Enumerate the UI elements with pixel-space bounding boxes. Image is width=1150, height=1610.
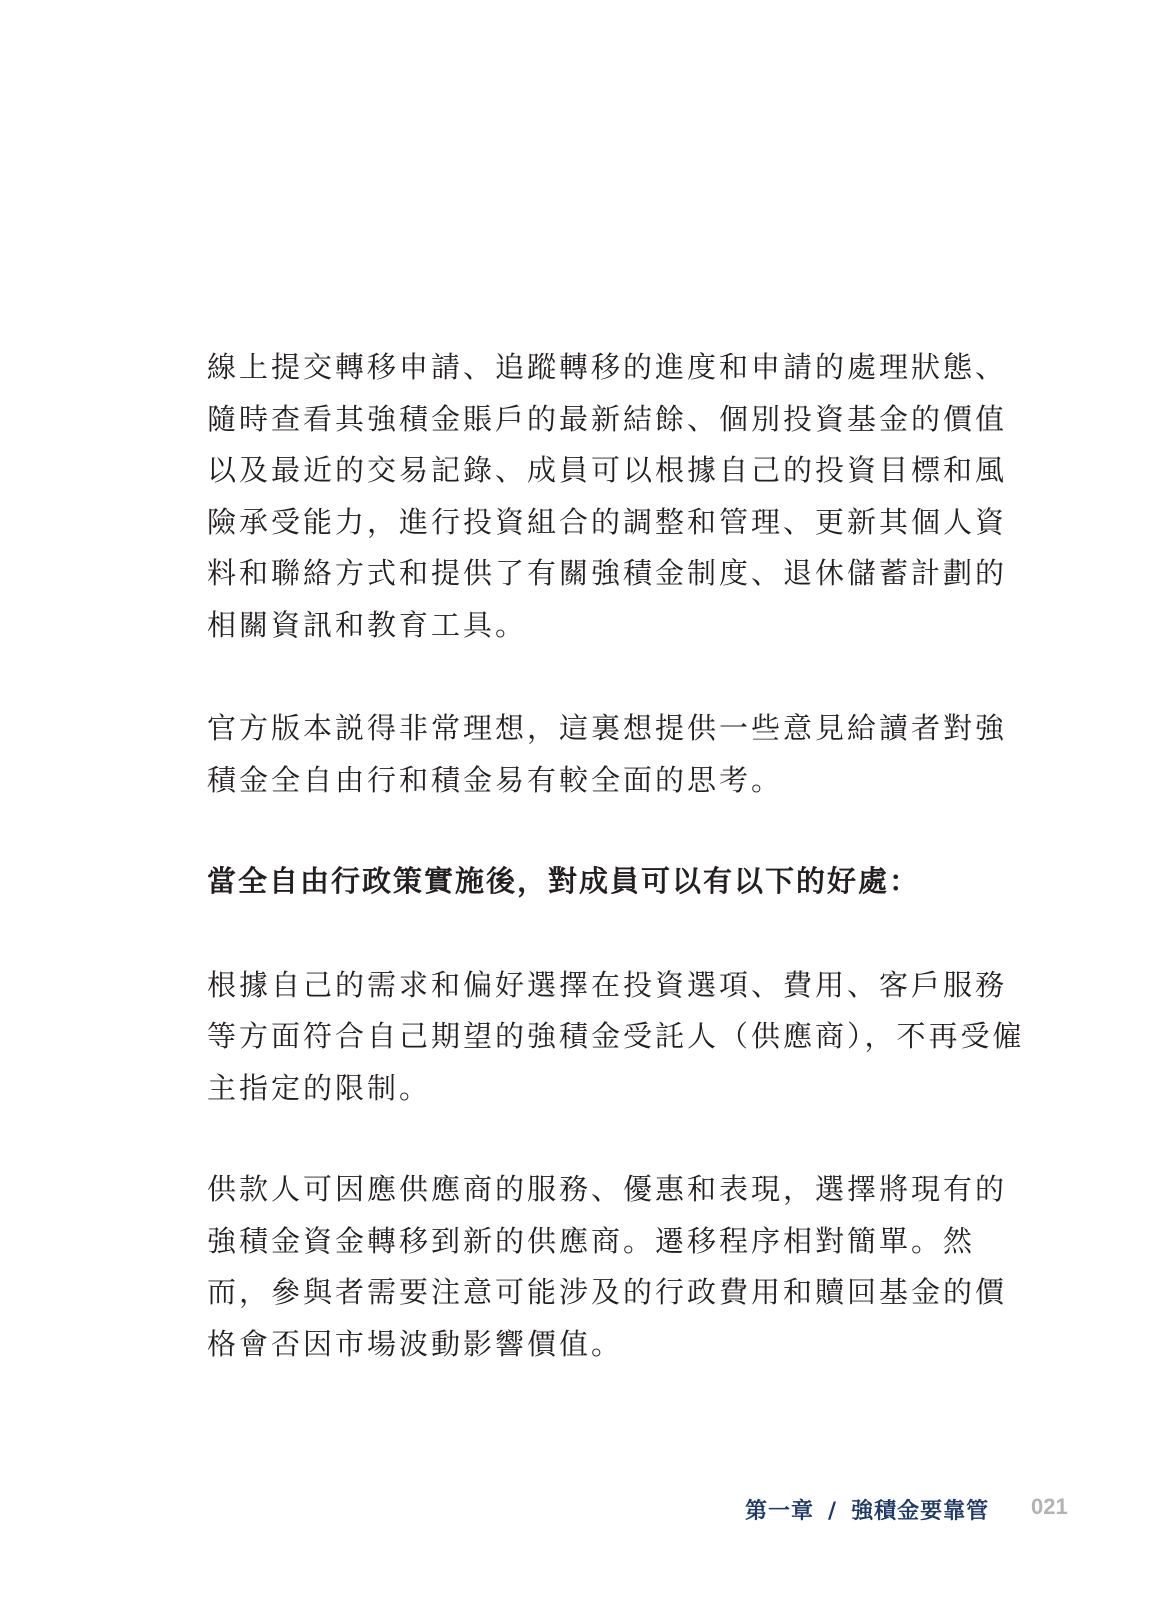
page-number: 021 (1031, 1494, 1068, 1519)
footer-separator: / (828, 1499, 838, 1524)
text-line: 以及最近的交易記錄、成員可以根據自己的投資目標和風 (207, 453, 1008, 487)
page-footer (0, 1494, 1150, 1534)
chapter-title: 強積金要靠管 (851, 1499, 990, 1524)
text-line: 險承受能力，進行投資組合的調整和管理、更新其個人資 (207, 504, 1008, 539)
paragraph-mpf-services (207, 342, 1017, 651)
text-line: 供款人可因應供應商的服務、優惠和表現，選擇將現有的 (207, 1172, 1008, 1206)
text-line: 積金全自由行和積金易有較全面的思考。 (207, 762, 784, 797)
text-line: 主指定的限制。 (207, 1070, 432, 1105)
paragraph-benefit-transfer (207, 1164, 1017, 1370)
text-line: 根據自己的需求和偏好選擇在投資選項、費用、客戶服務 (207, 967, 1008, 1002)
text-line: 相關資訊和教育工具。 (207, 607, 528, 642)
page-body (207, 342, 1025, 1370)
text-line: 強積金資金轉移到新的供應商。遷移程序相對簡單。然 (207, 1223, 976, 1258)
text-line: 而，參與者需要注意可能涉及的行政費用和贖回基金的價 (207, 1275, 1008, 1309)
text-line: 官方版本説得非常理想，這裏想提供一些意見給讀者對強 (207, 711, 1008, 745)
text-line: 料和聯絡方式和提供了有關強積金制度、退休儲蓄計劃的 (207, 556, 1008, 590)
chapter-label: 第一章 (745, 1499, 815, 1524)
running-header (745, 1494, 989, 1525)
text-line: 格會否因市場波動影響價值。 (207, 1326, 624, 1361)
section-heading (207, 856, 1017, 908)
heading-line: 當全自由行政策實施後，對成員可以有以下的好處： (207, 864, 921, 898)
paragraph-benefit-choice (207, 960, 1025, 1115)
text-line: 隨時查看其強積金賬戶的最新結餘、個別投資基金的價值 (207, 401, 1008, 436)
text-line: 等方面符合自己期望的強積金受託人（供應商），不再受僱 (207, 1019, 1025, 1053)
text-line: 線上提交轉移申請、追蹤轉移的進度和申請的處理狀態、 (207, 350, 1008, 384)
paragraph-official-version (207, 703, 1017, 806)
